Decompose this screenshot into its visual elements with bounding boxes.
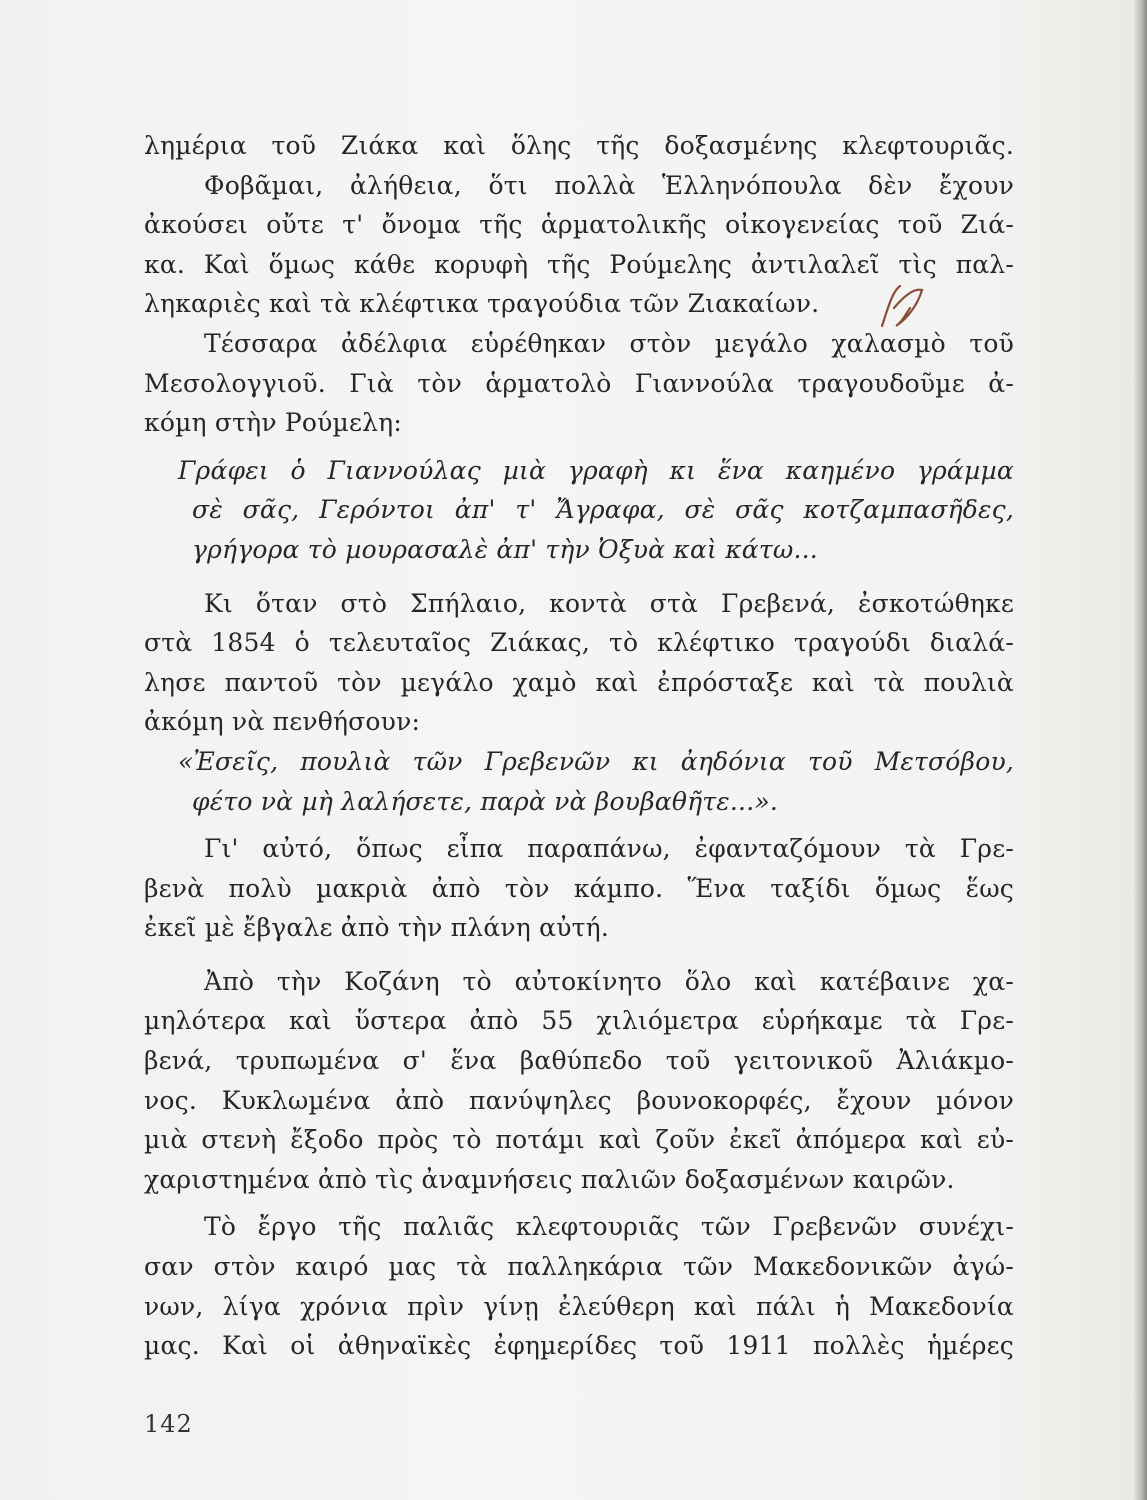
text-line: σαν στὸν καιρό µας τὰ παλληκάρια τῶν Μακεδονικῶν ἀγώ- (144, 1252, 1014, 1282)
poem-line: γρήγορα τὸ µουρασαλὲ ἀπ' τὴν Ὀξυὰ καὶ κάτω... (192, 534, 818, 564)
page-edge-shadow (1133, 0, 1147, 1500)
text-line: Φοβᾶµαι, ἀλήθεια, ὅτι πολλὰ Ἑλληνόπουλα δὲν ἔχουν (204, 170, 1014, 200)
text-line: βενὰ πολὺ µακριὰ ἀπὸ τὸν κάµπο. Ἕνα ταξίδι ὅµως ἕως (144, 873, 1014, 903)
text-line: κα. Καὶ ὅµως κάθε κορυφὴ τῆς Ρούµελης ἀντιλαλεῖ τὶς παλ- (144, 249, 1014, 279)
page-number: 142 (144, 1410, 193, 1438)
poem-line: Γράφει ὁ Γιαννούλας µιὰ γραφὴ κι ἕνα καηµένο γράµµα (178, 455, 1014, 485)
poem-line: σὲ σᾶς, Γερόντοι ἀπ' τ' Ἄγραφα, σὲ σᾶς κοτζαµπασῆδες, (192, 495, 1014, 525)
text-line: Ἀπὸ τὴν Κοζάνη τὸ αὐτοκίνητο ὅλο καὶ κατέβαινε χα- (204, 966, 1014, 996)
handwritten-mark (870, 278, 930, 338)
text-line: ληµέρια τοῦ Ζιάκα καὶ ὅλης τῆς δοξασµένης κλεφτουριᾶς. (144, 131, 1014, 160)
text-line: στὰ 1854 ὁ τελευταῖος Ζιάκας, τὸ κλέφτικο τραγούδι διαλά- (144, 628, 1014, 658)
text-line: κόµη στὴν Ρούµελη: (144, 408, 402, 438)
text-line: µηλότερα καὶ ὕστερα ἀπὸ 55 χιλιόµετρα εὑρήκαµε τὰ Γρε- (144, 1006, 1014, 1036)
text-line: ἀκόµη νὰ πενθήσουν: (144, 707, 421, 737)
text-line: ἐκεῖ µὲ ἔβγαλε ἀπὸ τὴν πλάνη αὐτή. (144, 913, 609, 943)
text-line: ληκαριὲς καὶ τὰ κλέφτικα τραγούδια τῶν Ζιακαίων. (144, 289, 820, 319)
text-line: Τὸ ἔργο τῆς παλιᾶς κλεφτουριᾶς τῶν Γρεβενῶν συνέχι- (204, 1212, 1014, 1242)
text-line: µιὰ στενὴ ἔξοδο πρὸς τὸ ποτάµι καὶ ζοῦν ἐκεῖ ἀπόµερα καὶ εὐ- (144, 1125, 1014, 1155)
text-line: Μεσολογγιοῦ. Γιὰ τὸν ἁρµατολὸ Γιαννούλα τραγουδοῦµε ἀ- (144, 368, 1014, 398)
text-line: ἀκούσει οὔτε τ' ὄνοµα τῆς ἁρµατολικῆς οἰκογενείας τοῦ Ζιά- (144, 210, 1014, 240)
text-line: χαριστηµένα ἀπὸ τὶς ἀναµνήσεις παλιῶν δοξασµένων καιρῶν. (144, 1164, 955, 1194)
text-line: Τέσσαρα ἀδέλφια εὑρέθηκαν στὸν µεγάλο χαλασµὸ τοῦ (204, 328, 1014, 358)
text-line: Γι' αὐτό, ὅπως εἶπα παραπάνω, ἐφανταζόµουν τὰ Γρε- (204, 834, 1014, 864)
text-line: λησε παντοῦ τὸν µεγάλο χαµὸ καὶ ἐπρόσταξε καὶ τὰ πουλιὰ (144, 667, 1014, 697)
text-line: Κι ὅταν στὸ Σπήλαιο, κοντὰ στὰ Γρεβενά, ἐσκοτώθηκε (204, 588, 1014, 618)
poem-line: «Ἐσεῖς, πουλιὰ τῶν Γρεβενῶν κι ἀηδόνια τοῦ Μετσόβου, (178, 746, 1014, 776)
text-line: βενά, τρυπωµένα σ' ἕνα βαθύπεδο τοῦ γειτονικοῦ Ἀλιάκµο- (144, 1046, 1014, 1076)
text-line: νος. Κυκλωµένα ἀπὸ πανύψηλες βουνοκορφές, ἔχουν µόνον (144, 1085, 1014, 1115)
text-line: νων, λίγα χρόνια πρὶν γίνῃ ἐλεύθερη καὶ πάλι ἡ Μακεδονία (144, 1291, 1014, 1321)
text-line: µας. Καὶ οἱ ἀθηναϊκὲς ἐφηµερίδες τοῦ 1911 πολλὲς ἡµέρες (144, 1331, 1014, 1361)
poem-line: φέτο νὰ µὴ λαλήσετε, παρὰ νὰ βουβαθῆτε...». (192, 786, 778, 816)
